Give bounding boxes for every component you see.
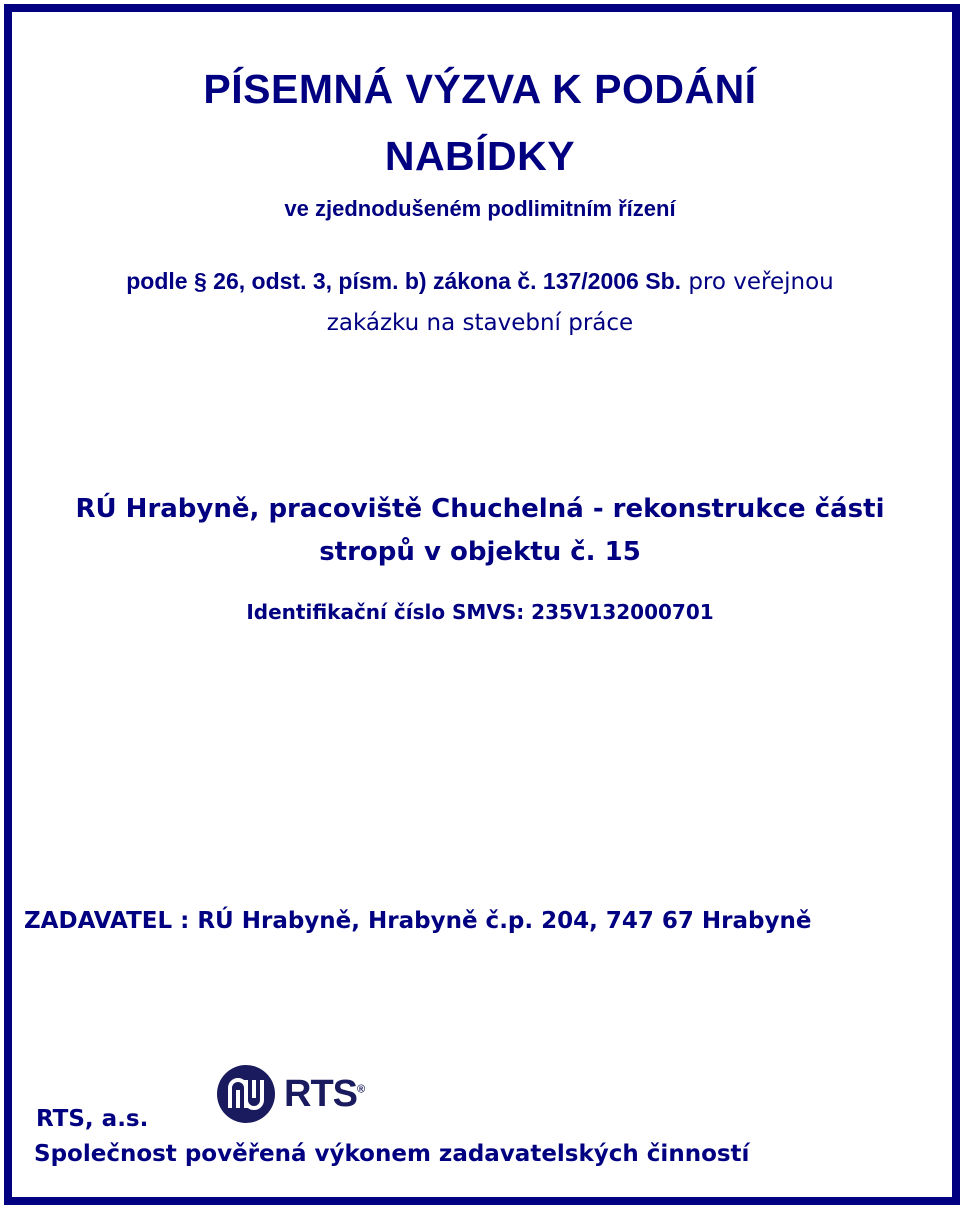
document-title-line2: NABÍDKY (384, 133, 576, 179)
law-reference-line2: zakázku na stavební práce (326, 310, 634, 336)
rts-logo-icon (216, 1064, 276, 1124)
project-name-line1: RÚ Hrabyně, pracoviště Chuchelná - rekonstrukce části (75, 494, 885, 524)
law-reference (0, 268, 960, 295)
contracting-authority: ZADAVATEL : RÚ Hrabyně, Hrabyně č.p. 204, 747 67 Hrabyně (24, 908, 812, 934)
law-reference-normal: pro veřejnou (681, 269, 834, 295)
document-subtitle: ve zjednodušeném podlimitním řízení (284, 196, 676, 221)
document-title-line1: PÍSEMNÁ VÝZVA K PODÁNÍ (203, 66, 757, 112)
identification-number: Identifikační číslo SMVS: 235V132000701 (246, 600, 714, 624)
company-role: Společnost pověřená výkonem zadavatelských činností (34, 1141, 750, 1167)
rts-logo (216, 1058, 384, 1130)
rts-logo-text: RTS® (284, 1072, 365, 1115)
project-name-line2: stropů v objektu č. 15 (319, 537, 641, 567)
law-reference-bold: podle § 26, odst. 3, písm. b) zákona č. 137/2006 Sb. (126, 268, 682, 294)
company-name: RTS, a.s. (36, 1106, 149, 1132)
